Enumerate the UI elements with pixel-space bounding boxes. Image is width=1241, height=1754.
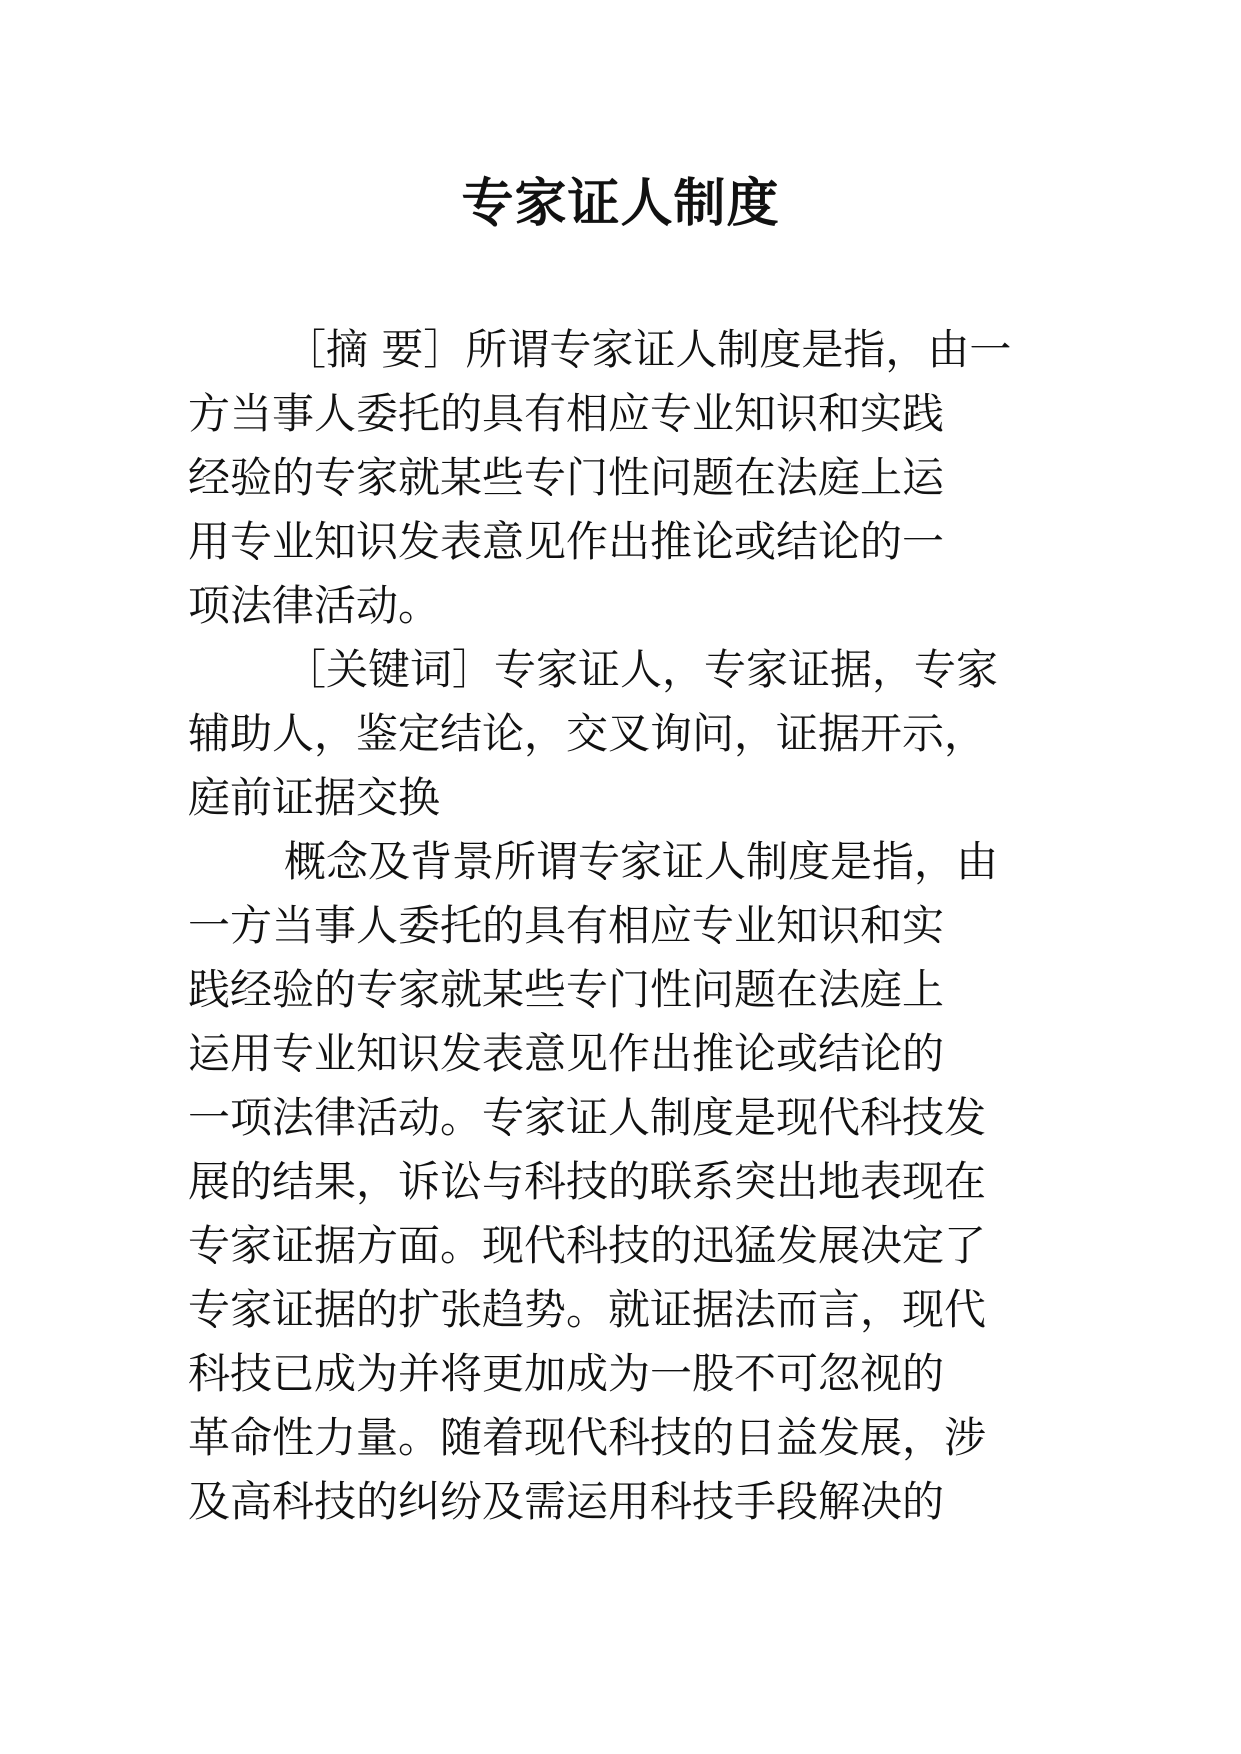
- document-body: [188, 318, 1068, 1534]
- text-line: 经验的专家就某些专门性问题在法庭上运: [188, 453, 945, 502]
- text-line: 一方当事人委托的具有相应专业知识和实: [188, 901, 945, 950]
- text-line: 展的结果，诉讼与科技的联系突出地表现在: [188, 1157, 987, 1206]
- text-line: 专家证据的扩张趋势。就证据法而言，现代: [188, 1285, 987, 1334]
- text-line: 概念及背景所谓专家证人制度是指，由: [284, 837, 999, 886]
- text-line: ［摘 要］所谓专家证人制度是指，由一: [284, 325, 1012, 374]
- document-title: 专家证人制度: [461, 173, 780, 234]
- text-line: 运用专业知识发表意见作出推论或结论的: [188, 1029, 945, 1078]
- text-line: 方当事人委托的具有相应专业知识和实践: [188, 389, 945, 438]
- text-line: 一项法律活动。专家证人制度是现代科技发: [188, 1093, 987, 1142]
- text-line: 用专业知识发表意见作出推论或结论的一: [188, 517, 945, 566]
- text-line: ［关键词］专家证人，专家证据，专家: [284, 645, 999, 694]
- text-line: 专家证据方面。现代科技的迅猛发展决定了: [188, 1221, 987, 1270]
- text-line: 项法律活动。: [188, 581, 441, 630]
- text-line: 辅助人，鉴定结论，交叉询问，证据开示，: [188, 709, 987, 758]
- text-line: 科技已成为并将更加成为一股不可忽视的: [188, 1349, 945, 1398]
- text-line: 践经验的专家就某些专门性问题在法庭上: [188, 965, 945, 1014]
- text-line: 庭前证据交换: [188, 773, 441, 822]
- text-line: 革命性力量。随着现代科技的日益发展，涉: [188, 1413, 987, 1462]
- text-line: 及高科技的纠纷及需运用科技手段解决的: [188, 1477, 945, 1526]
